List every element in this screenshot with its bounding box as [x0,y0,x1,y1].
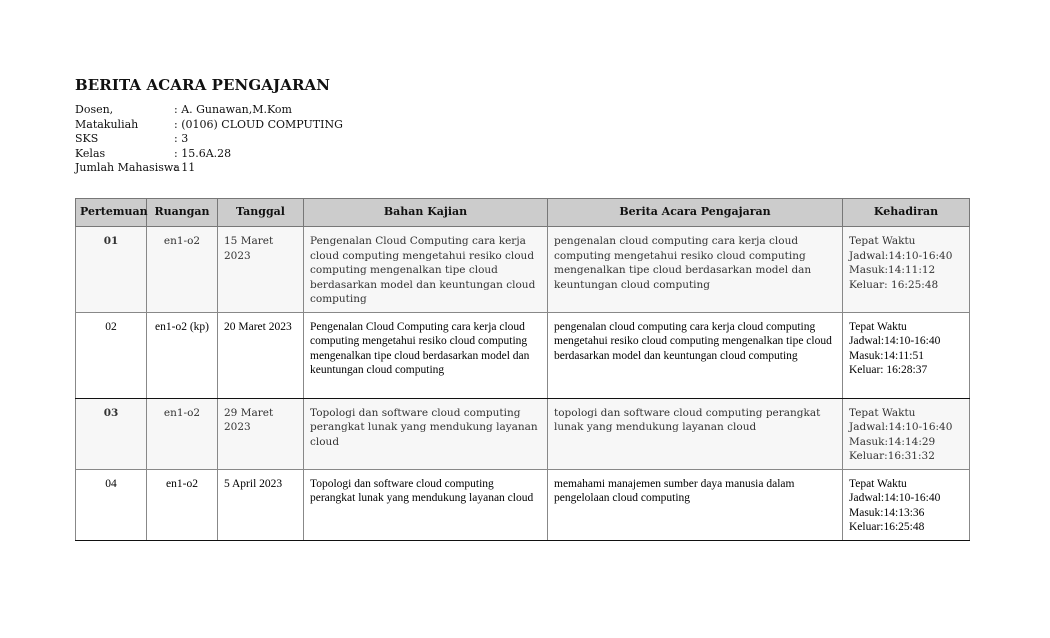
cell-bahan-kajian: Pengenalan Cloud Computing cara kerja cloud computing mengetahui resiko cloud computing mengenalkan tipe cloud berdasarkan model dan keuntungan cloud computing [304,227,548,313]
kehadiran-masuk: Masuk:14:13:36 [849,506,925,519]
cell-ruangan: en1-o2 [147,227,218,313]
cell-kehadiran [843,312,970,398]
kehadiran-keluar: Keluar: 16:28:37 [849,364,928,376]
cell-kehadiran [843,398,970,469]
header-berita-acara: Berita Acara Pengajaran [548,199,843,227]
info-row-sks [75,132,969,147]
cell-kehadiran [843,227,970,313]
info-key: SKS [75,132,99,145]
kehadiran-jadwal: Jadwal:14:10-16:40 [849,492,941,504]
info-value: : 3 [174,132,189,145]
cell-ruangan: en1-o2 (kp) [147,312,218,398]
cell-pertemuan: 03 [76,398,147,469]
header-tanggal: Tanggal [218,199,304,227]
cell-ruangan: en1-o2 [147,398,218,469]
kehadiran-jadwal: Jadwal:14:10-16:40 [849,335,941,347]
info-key: Matakuliah [75,117,139,131]
document [75,77,969,176]
kehadiran-keluar: Keluar: 16:25:48 [849,278,939,291]
header-bahan-kajian: Bahan Kajian [304,199,548,227]
kehadiran-jadwal: Jadwal:14:10-16:40 [849,249,953,262]
kehadiran-keluar: Keluar:16:25:48 [849,521,925,533]
info-key: Jumlah Mahasiswa [75,161,180,174]
header-pertemuan: Pertemuan [76,199,147,227]
cell-kehadiran [843,469,970,540]
cell-ruangan: en1-o2 [147,469,218,540]
cell-pertemuan: 02 [76,312,147,398]
info-key: Dosen, [75,103,114,116]
cell-tanggal: 29 Maret 2023 [218,398,304,469]
kehadiran-masuk: Masuk:14:11:12 [849,264,936,276]
info-row-jumlah-mahasiswa [75,161,969,176]
cell-tanggal: 15 Maret 2023 [218,227,304,313]
info-value: : (0106) CLOUD COMPUTING [174,117,343,131]
cell-tanggal: 5 April 2023 [218,469,304,540]
cell-berita-acara: pengenalan cloud computing cara kerja cloud computing mengetahui resiko cloud computing mengenalkan tipe cloud berdasarkan model dan keuntungan cloud computing [548,312,843,398]
header-ruangan: Ruangan [147,199,218,227]
cell-pertemuan: 04 [76,469,147,540]
kehadiran-masuk: Masuk:14:14:29 [849,435,936,448]
cell-bahan-kajian: Topologi dan software cloud computing perangkat lunak yang mendukung layanan cloud [304,398,548,469]
kehadiran-keluar: Keluar:16:31:32 [849,450,935,462]
attendance-table [75,198,970,541]
cell-bahan-kajian: Pengenalan Cloud Computing cara kerja cloud computing mengetahui resiko cloud computing mengenalkan tipe cloud berdasarkan model dan keuntungan cloud computing [304,312,548,398]
document-title: BERITA ACARA PENGAJARAN [75,76,331,94]
cell-berita-acara: memahami manajemen sumber daya manusia dalam pengelolaan cloud computing [548,469,843,540]
cell-berita-acara: pengenalan cloud computing cara kerja cloud computing mengetahui resiko cloud computing mengenalkan tipe cloud berdasarkan model dan keuntungan cloud computing [548,227,843,313]
table-row [76,398,970,469]
cell-berita-acara: topologi dan software cloud computing perangkat lunak yang mendukung layanan cloud [548,398,843,469]
kehadiran-status: Tepat Waktu [849,320,907,333]
info-value: : 11 [174,161,196,174]
info-value: : A. Gunawan,M.Kom [174,103,292,116]
header-kehadiran: Kehadiran [843,199,970,227]
kehadiran-status: Tepat Waktu [849,235,916,247]
kehadiran-status: Tepat Waktu [849,406,916,419]
cell-tanggal: 20 Maret 2023 [218,312,304,398]
info-block [75,103,969,176]
info-row-dosen [75,103,969,118]
cell-pertemuan: 01 [76,227,147,313]
table-header-row [76,199,970,227]
table-row [76,227,970,313]
table-row [76,312,970,398]
info-key: Kelas [75,146,106,160]
kehadiran-jadwal: Jadwal:14:10-16:40 [849,421,953,433]
kehadiran-status: Tepat Waktu [849,477,907,490]
kehadiran-masuk: Masuk:14:11:51 [849,349,924,362]
table-row [76,469,970,540]
cell-bahan-kajian: Topologi dan software cloud computing perangkat lunak yang mendukung layanan cloud [304,469,548,540]
info-row-matakuliah [75,118,969,133]
info-row-kelas [75,147,969,162]
info-value: : 15.6A.28 [174,146,232,160]
